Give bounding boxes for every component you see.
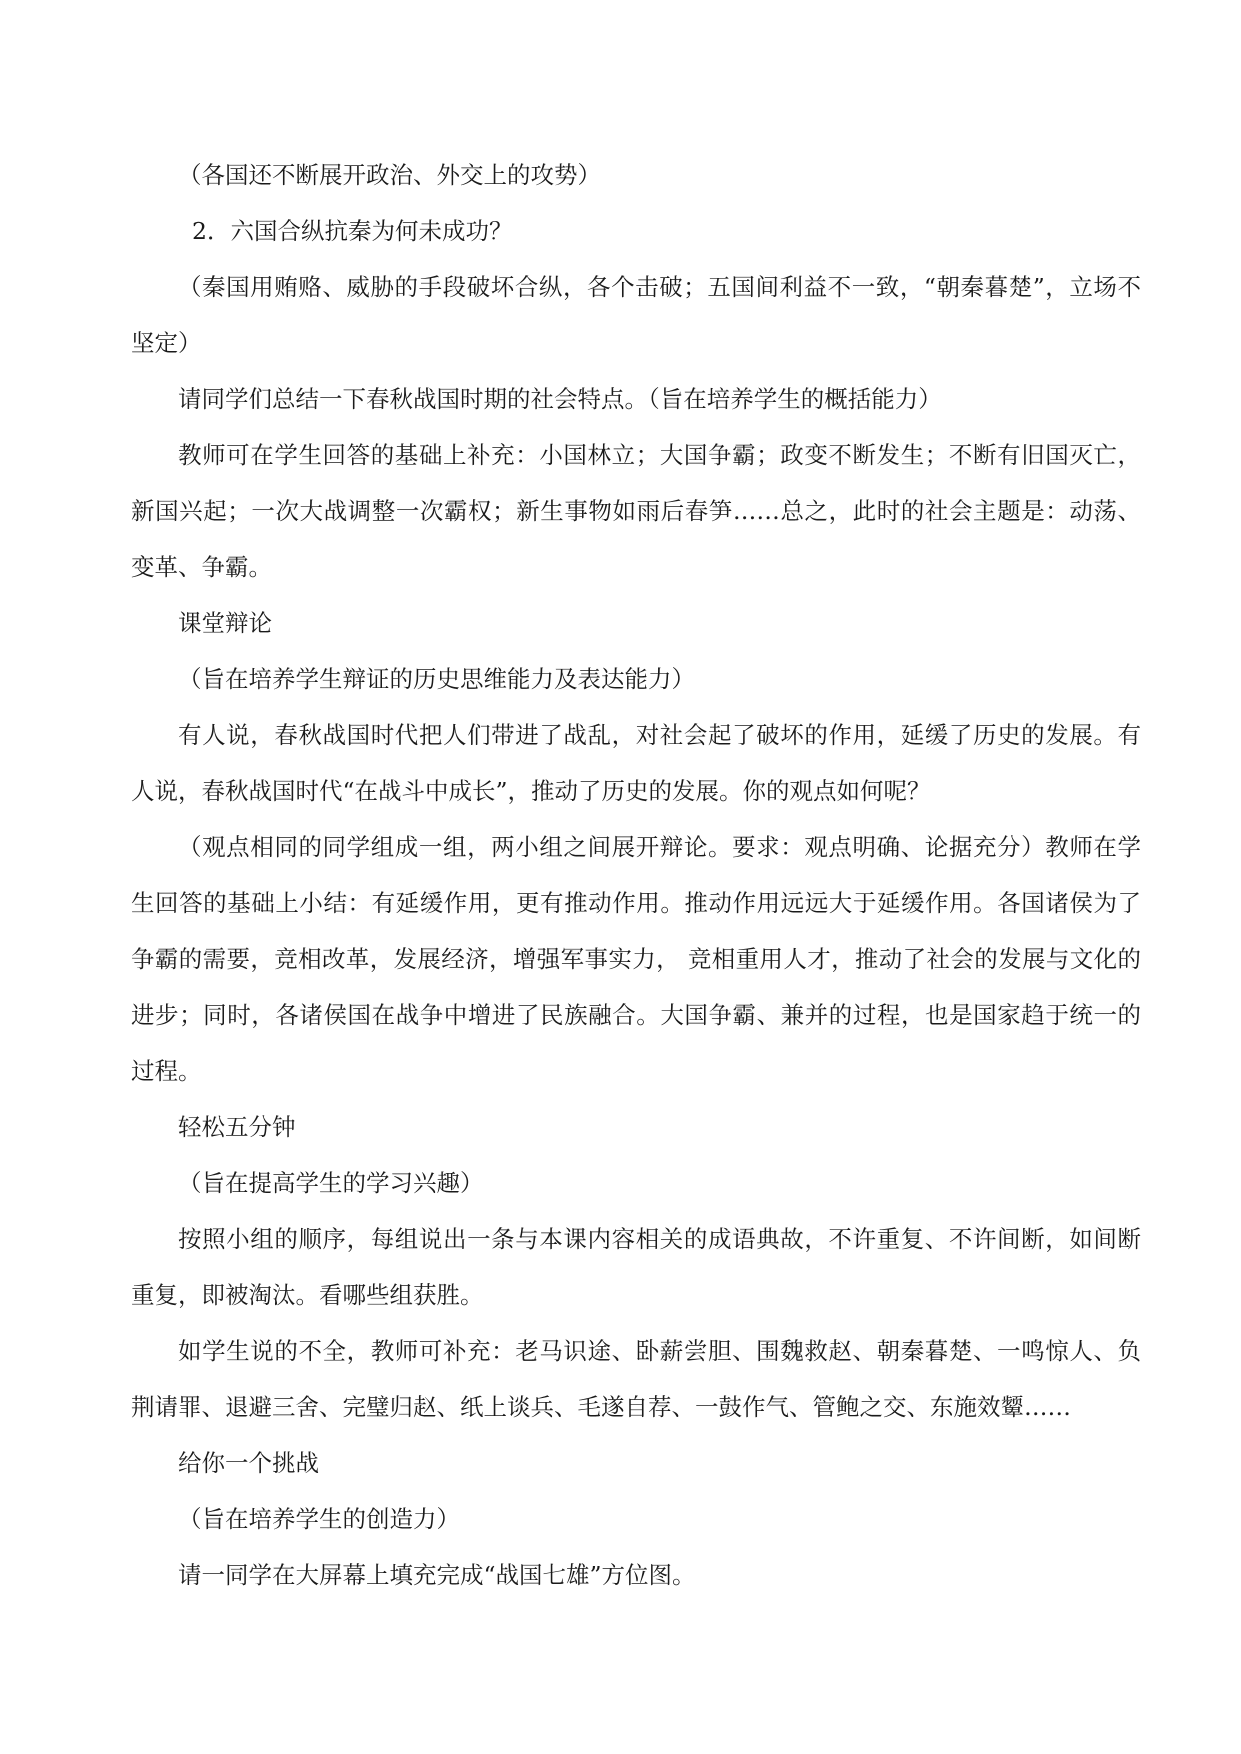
idiom-game-rules: 按照小组的顺序，每组说出一条与本课内容相关的成语典故，不许重复、不许间断，如间断重复，即被淘汰。看哪些组获胜。 xyxy=(131,1225,1141,1309)
teacher-supplement: 教师可在学生回答的基础上补充：小国林立；大国争霸；政变不断发生；不断有旧国灭亡，新国兴起；一次大战调整一次霸权；新生事物如雨后春笋……总之，此时的社会主题是：动荡、变革、争霸。 xyxy=(131,441,1141,581)
section-heading-challenge: 给你一个挑战 xyxy=(178,1449,319,1477)
idiom-list: 如学生说的不全，教师可补充：老马识途、卧薪尝胆、围魏救赵、朝秦暮楚、一鸣惊人、负荆请罪、退避三舍、完璧归赵、纸上谈兵、毛遂自荐、一鼓作气、管鲍之交、东施效颦…… xyxy=(131,1337,1141,1421)
question-2: 2．六国合纵抗秦为何未成功？ xyxy=(192,217,513,245)
debate-conclusion: （观点相同的同学组成一组，两小组之间展开辩论。要求：观点明确、论据充分）教师在学生回答的基础上小结：有延缓作用，更有推动作用。推动作用远远大于延缓作用。各国诸侯为了争霸的需要，竞相改革，发展经济，增强军事实力， 竞相重用人才，推动了社会的发展与文化的进步；同时，各诸侯国在战争中增进了民族融合。大国争霸、兼并的过程，也是国家趋于统一的过程。 xyxy=(131,833,1141,1085)
answer-2: （秦国用贿赂、威胁的手段破坏合纵，各个击破；五国间利益不一致，“朝秦暮楚”，立场不坚定） xyxy=(131,273,1141,357)
relax-goal: （旨在提高学生的学习兴趣） xyxy=(178,1169,484,1197)
section-heading-debate: 课堂辩论 xyxy=(178,609,272,637)
paragraph-diplomatic-offensive: （各国还不断展开政治、外交上的攻势） xyxy=(178,161,601,189)
section-heading-relax: 轻松五分钟 xyxy=(178,1113,296,1141)
summary-prompt: 请同学们总结一下春秋战国时期的社会特点。（旨在培养学生的概括能力） xyxy=(178,385,942,413)
challenge-goal: （旨在培养学生的创造力） xyxy=(178,1505,460,1533)
debate-goal: （旨在培养学生辩证的历史思维能力及表达能力） xyxy=(178,665,695,693)
body-text xyxy=(131,147,1141,1603)
debate-question: 有人说，春秋战国时代把人们带进了战乱，对社会起了破坏的作用，延缓了历史的发展。有人说，春秋战国时代“在战斗中成长”，推动了历史的发展。你的观点如何呢？ xyxy=(131,721,1141,805)
challenge-task: 请一同学在大屏幕上填充完成“战国七雄”方位图。 xyxy=(178,1561,696,1589)
